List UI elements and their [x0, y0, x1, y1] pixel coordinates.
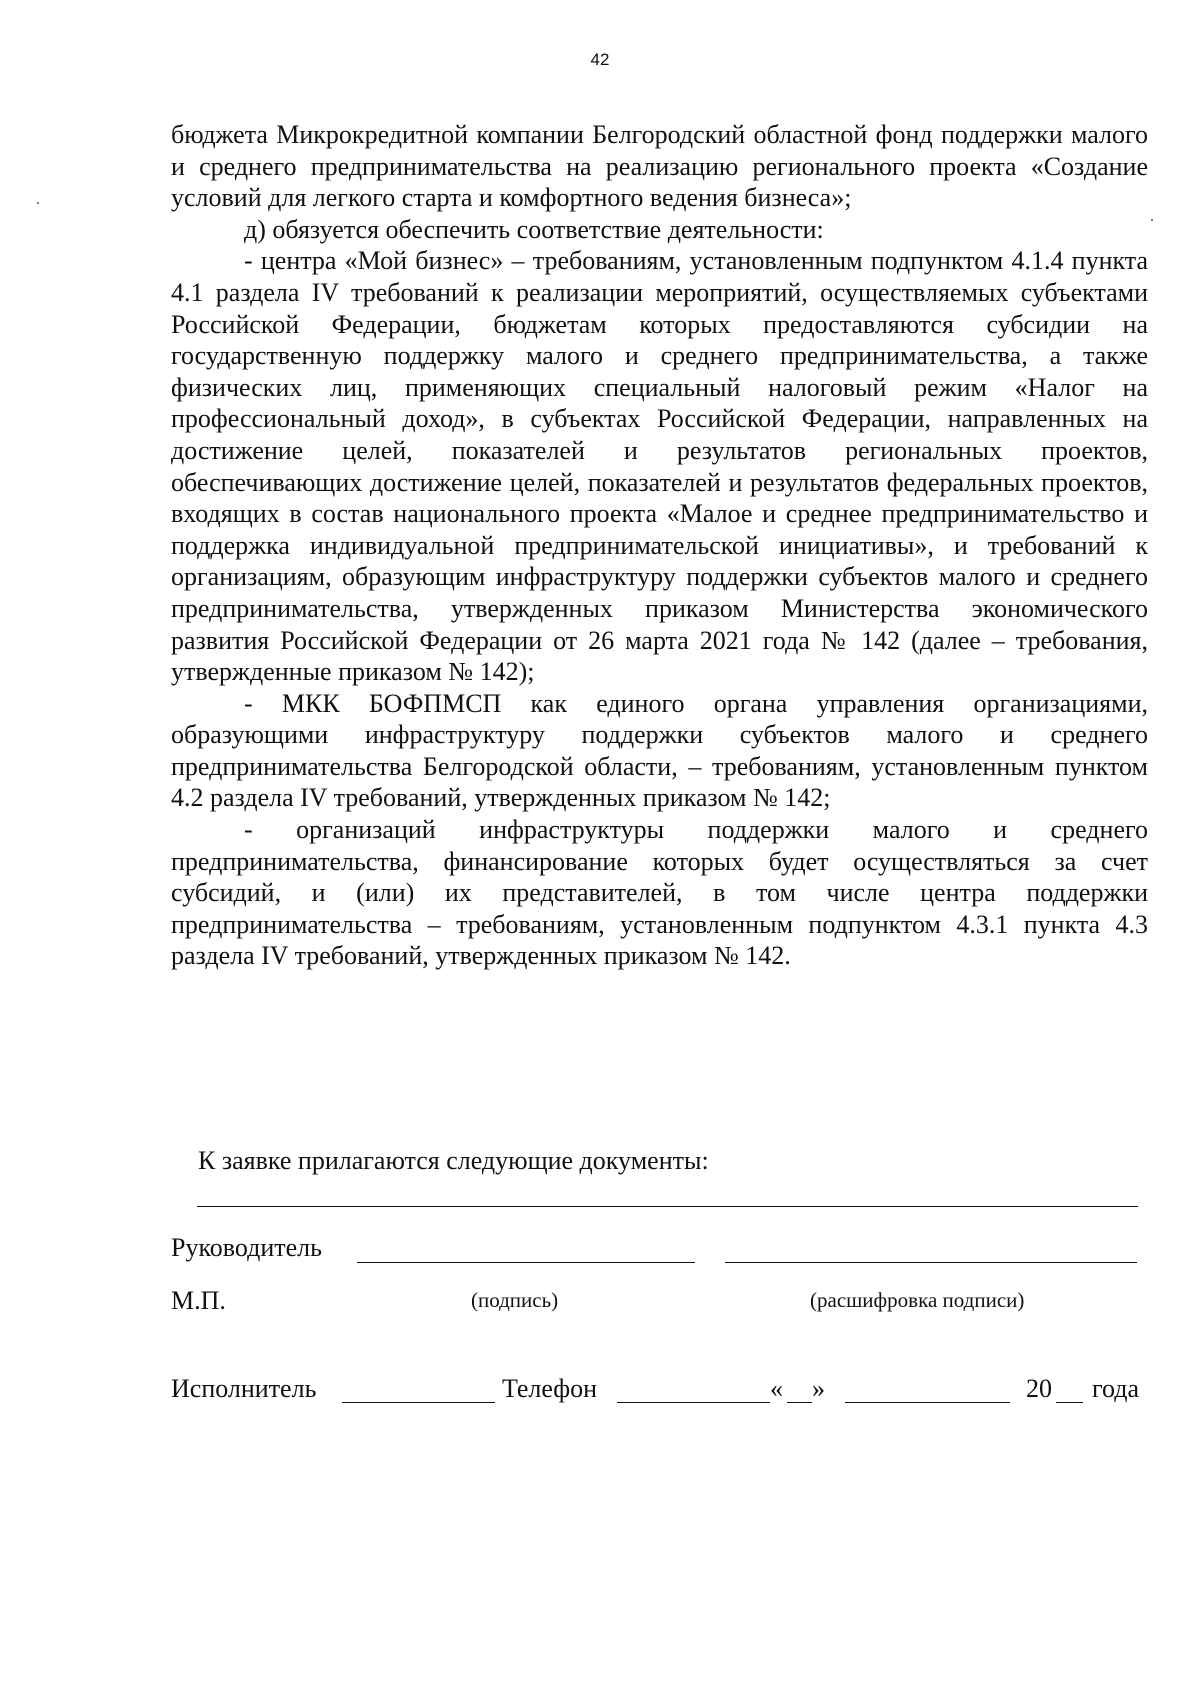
year-line [1056, 1402, 1083, 1403]
stamp-label: М.П. [171, 1286, 226, 1315]
decoding-caption: (расшифровка подписи) [810, 1288, 1025, 1312]
signature-line [357, 1262, 695, 1263]
document-body [171, 119, 1148, 972]
executor-label: Исполнитель [171, 1374, 317, 1403]
date-quote-close: » [812, 1374, 825, 1403]
phone-line [617, 1402, 770, 1403]
scan-speck [37, 202, 39, 204]
date-month-line [845, 1402, 1010, 1403]
attachments-fill-line [197, 1206, 1138, 1207]
signature-decoding-line [725, 1262, 1137, 1263]
paragraph-mkk-bofpmsp: - МКК БОФПМСП как единого органа управления организациями, образующими инфраструктуру поддержки субъектов малого и среднего предпринимательства Белгородской области, – требованиям, установленным пунктом 4.2 раздела IV требований, утвержденных приказом № 142; [171, 688, 1148, 813]
signature-caption: (подпись) [471, 1288, 559, 1312]
page-number: 42 [590, 50, 610, 69]
date-quote-open: « [770, 1374, 783, 1403]
year-prefix: 20 [1026, 1374, 1052, 1403]
phone-label: Телефон [502, 1374, 598, 1403]
scan-speck [1151, 219, 1153, 221]
paragraph-center-my-business: - центра «Мой бизнес» – требованиям, установленным подпунктом 4.1.4 пункта 4.1 раздела IV требований к реализации мероприятий, осуществляемых субъектами Российской Федерации, бюджетам которых предоставляются субсидии на государственную поддержку малого и среднего предпринимательства, а также физических лиц, применяющих специальный налоговый режим «Налог на профессиональный доход», в субъектах Российской Федерации, направленных на достижение целей, показателей и результатов региональных проектов, обеспечивающих достижение целей, показателей и результатов федеральных проектов, входящих в состав национального проекта «Малое и среднее предпринимательство и поддержка индивидуальной предпринимательской инициативы», и требований к организациям, образующим инфраструктуру поддержки субъектов малого и среднего предпринимательства, утвержденных приказом Министерства экономического развития Российской Федерации от 26 марта 2021 года № 142 (далее – требования, утвержденные приказом № 142); [171, 246, 1148, 687]
paragraph-infrastructure-organizations: - организаций инфраструктуры поддержки малого и среднего предпринимательства, финансирование которых будет осуществляться за счет субсидий, и (или) их представителей, в том числе центра поддержки предпринимательства – требованиям, установленным подпунктом 4.3.1 пункта 4.3 раздела IV требований, утвержденных приказом № 142. [171, 815, 1148, 971]
executor-line [342, 1402, 495, 1403]
paragraph-budget-continuation: бюджета Микрокредитной компании Белгородский областной фонд поддержки малого и среднего предпринимательства на реализацию регионального проекта «Создание условий для легкого старта и комфортного ведения бизнеса»; [171, 120, 1148, 213]
attachments-label: К заявке прилагаются следующие документы: [198, 1146, 709, 1175]
paragraph-obligation-intro: д) обязуется обеспечить соответствие деятельности: [244, 214, 824, 244]
year-suffix: года [1092, 1374, 1140, 1403]
head-label: Руководитель [171, 1233, 322, 1262]
date-day-line [787, 1402, 812, 1403]
